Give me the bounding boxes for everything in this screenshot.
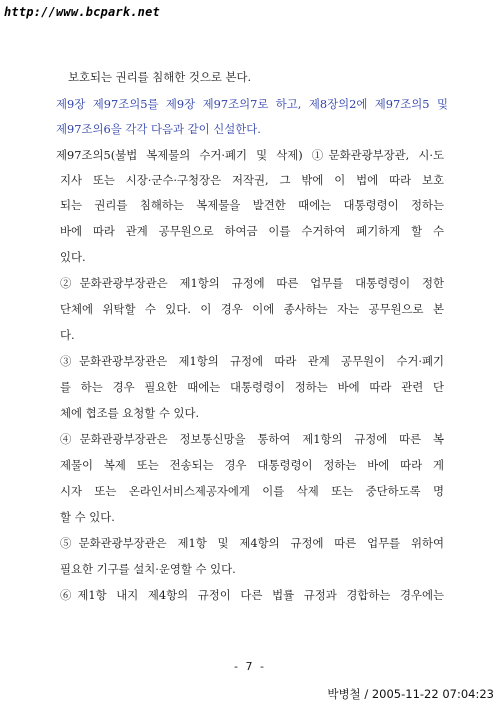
text-line: 지사 또는 시장·군수·구청장은 저작권, 그 밖에 이 법에 따라 보호 <box>60 173 444 187</box>
text-line: 제물이 복제 또는 전송되는 경우 대통령령이 정하는 바에 따라 게 <box>60 458 444 472</box>
text-line: 할 수 있다. <box>60 510 115 524</box>
paragraph-2-line: ②문화관광부장관은 제1항의 규정에 따른 업무를 대통령령이 정한 <box>60 276 444 290</box>
text-line: 되는 권리를 침해하는 복제물을 발견한 때에는 대통령령이 정하는 <box>60 198 444 212</box>
text-line: 있다. <box>60 250 86 264</box>
text-line: 보호되는 권리를 침해한 것으로 본다. <box>68 70 252 84</box>
page-number: - 7 - <box>234 660 266 673</box>
text-line: 를 하는 경우 필요한 때에는 대통령령이 정하는 바에 따라 관련 단 <box>60 380 444 394</box>
article-title-line: 제97조의5(불법 복제물의 수거·폐기 및 삭제) ①문화관광부장관, 시·도 <box>56 148 444 162</box>
paragraph-6-line: ⑥제1항 내지 제4항의 규정이 다른 법률 규정과 경합하는 경우에는 <box>60 588 444 602</box>
text-line: 다. <box>60 328 75 342</box>
text-line: 바에 따라 관계 공무원으로 하여금 이를 수거하여 폐기하게 할 수 <box>60 224 444 238</box>
site-url-watermark: http://www.bcpark.net <box>4 5 160 19</box>
text-line: 단체에 위탁할 수 있다. 이 경우 이에 종사하는 자는 공무원으로 본 <box>60 302 444 316</box>
paragraph-4-line: ④문화관광부장관은 정보통신망을 통하여 제1항의 규정에 따른 복 <box>60 432 444 446</box>
amendment-line: 제9장 제97조의5를 제9장 제97조의7로 하고, 제8장의2에 제97조의5 및 <box>56 97 448 111</box>
paragraph-3-line: ③문화관광부장관은 제1항의 규정에 따라 관계 공무원이 수거·폐기 <box>60 354 444 368</box>
text-line: 시자 또는 온라인서비스제공자에게 이를 삭제 또는 중단하도록 명 <box>60 484 444 498</box>
paragraph-5-line: ⑤문화관광부장관은 제1항 및 제4항의 규정에 따른 업무를 위하여 <box>60 536 444 550</box>
author-timestamp: 박병철 / 2005-11-22 07:04:23 <box>327 687 494 701</box>
text-line: 필요한 기구를 설치·운영할 수 있다. <box>60 562 236 576</box>
amendment-line: 제97조의6을 각각 다음과 같이 신설한다. <box>56 122 261 136</box>
text-line: 체에 협조를 요청할 수 있다. <box>60 406 200 420</box>
